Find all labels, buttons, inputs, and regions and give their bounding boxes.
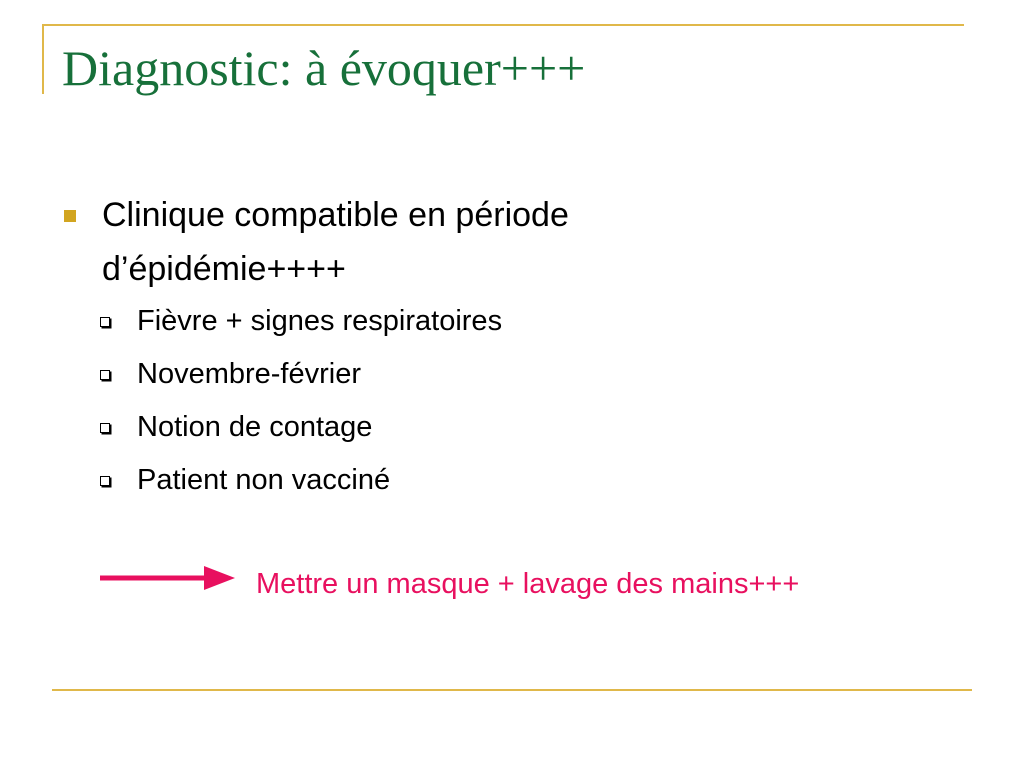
sub-bullet-text: Fièvre + signes respiratoires bbox=[137, 305, 503, 337]
slide-title: Diagnostic: à évoquer+++ bbox=[62, 40, 586, 96]
main-bullet-item bbox=[62, 188, 702, 296]
top-accent-line bbox=[42, 24, 964, 26]
sub-bullet-item bbox=[100, 297, 502, 350]
left-accent-line bbox=[42, 24, 44, 94]
sub-bullet-item bbox=[100, 403, 502, 456]
bottom-accent-line bbox=[52, 689, 972, 691]
hollow-square-bullet-icon bbox=[100, 476, 110, 486]
hollow-square-bullet-icon bbox=[100, 370, 110, 380]
sub-bullet-item bbox=[100, 456, 502, 509]
sub-bullet-text: Novembre-février bbox=[137, 358, 361, 390]
sub-bullet-text: Notion de contage bbox=[137, 411, 373, 443]
sub-bullet-item bbox=[100, 350, 502, 403]
hollow-square-bullet-icon bbox=[100, 423, 110, 433]
hollow-square-bullet-icon bbox=[100, 317, 110, 327]
square-bullet-icon bbox=[64, 210, 76, 222]
sub-bullet-list bbox=[100, 297, 502, 509]
main-bullet-text: Clinique compatible en période d’épidémie++++ bbox=[102, 196, 569, 288]
callout-text: Mettre un masque + lavage des mains+++ bbox=[256, 568, 800, 600]
right-arrow-icon bbox=[100, 564, 235, 592]
sub-bullet-text: Patient non vacciné bbox=[137, 464, 391, 496]
